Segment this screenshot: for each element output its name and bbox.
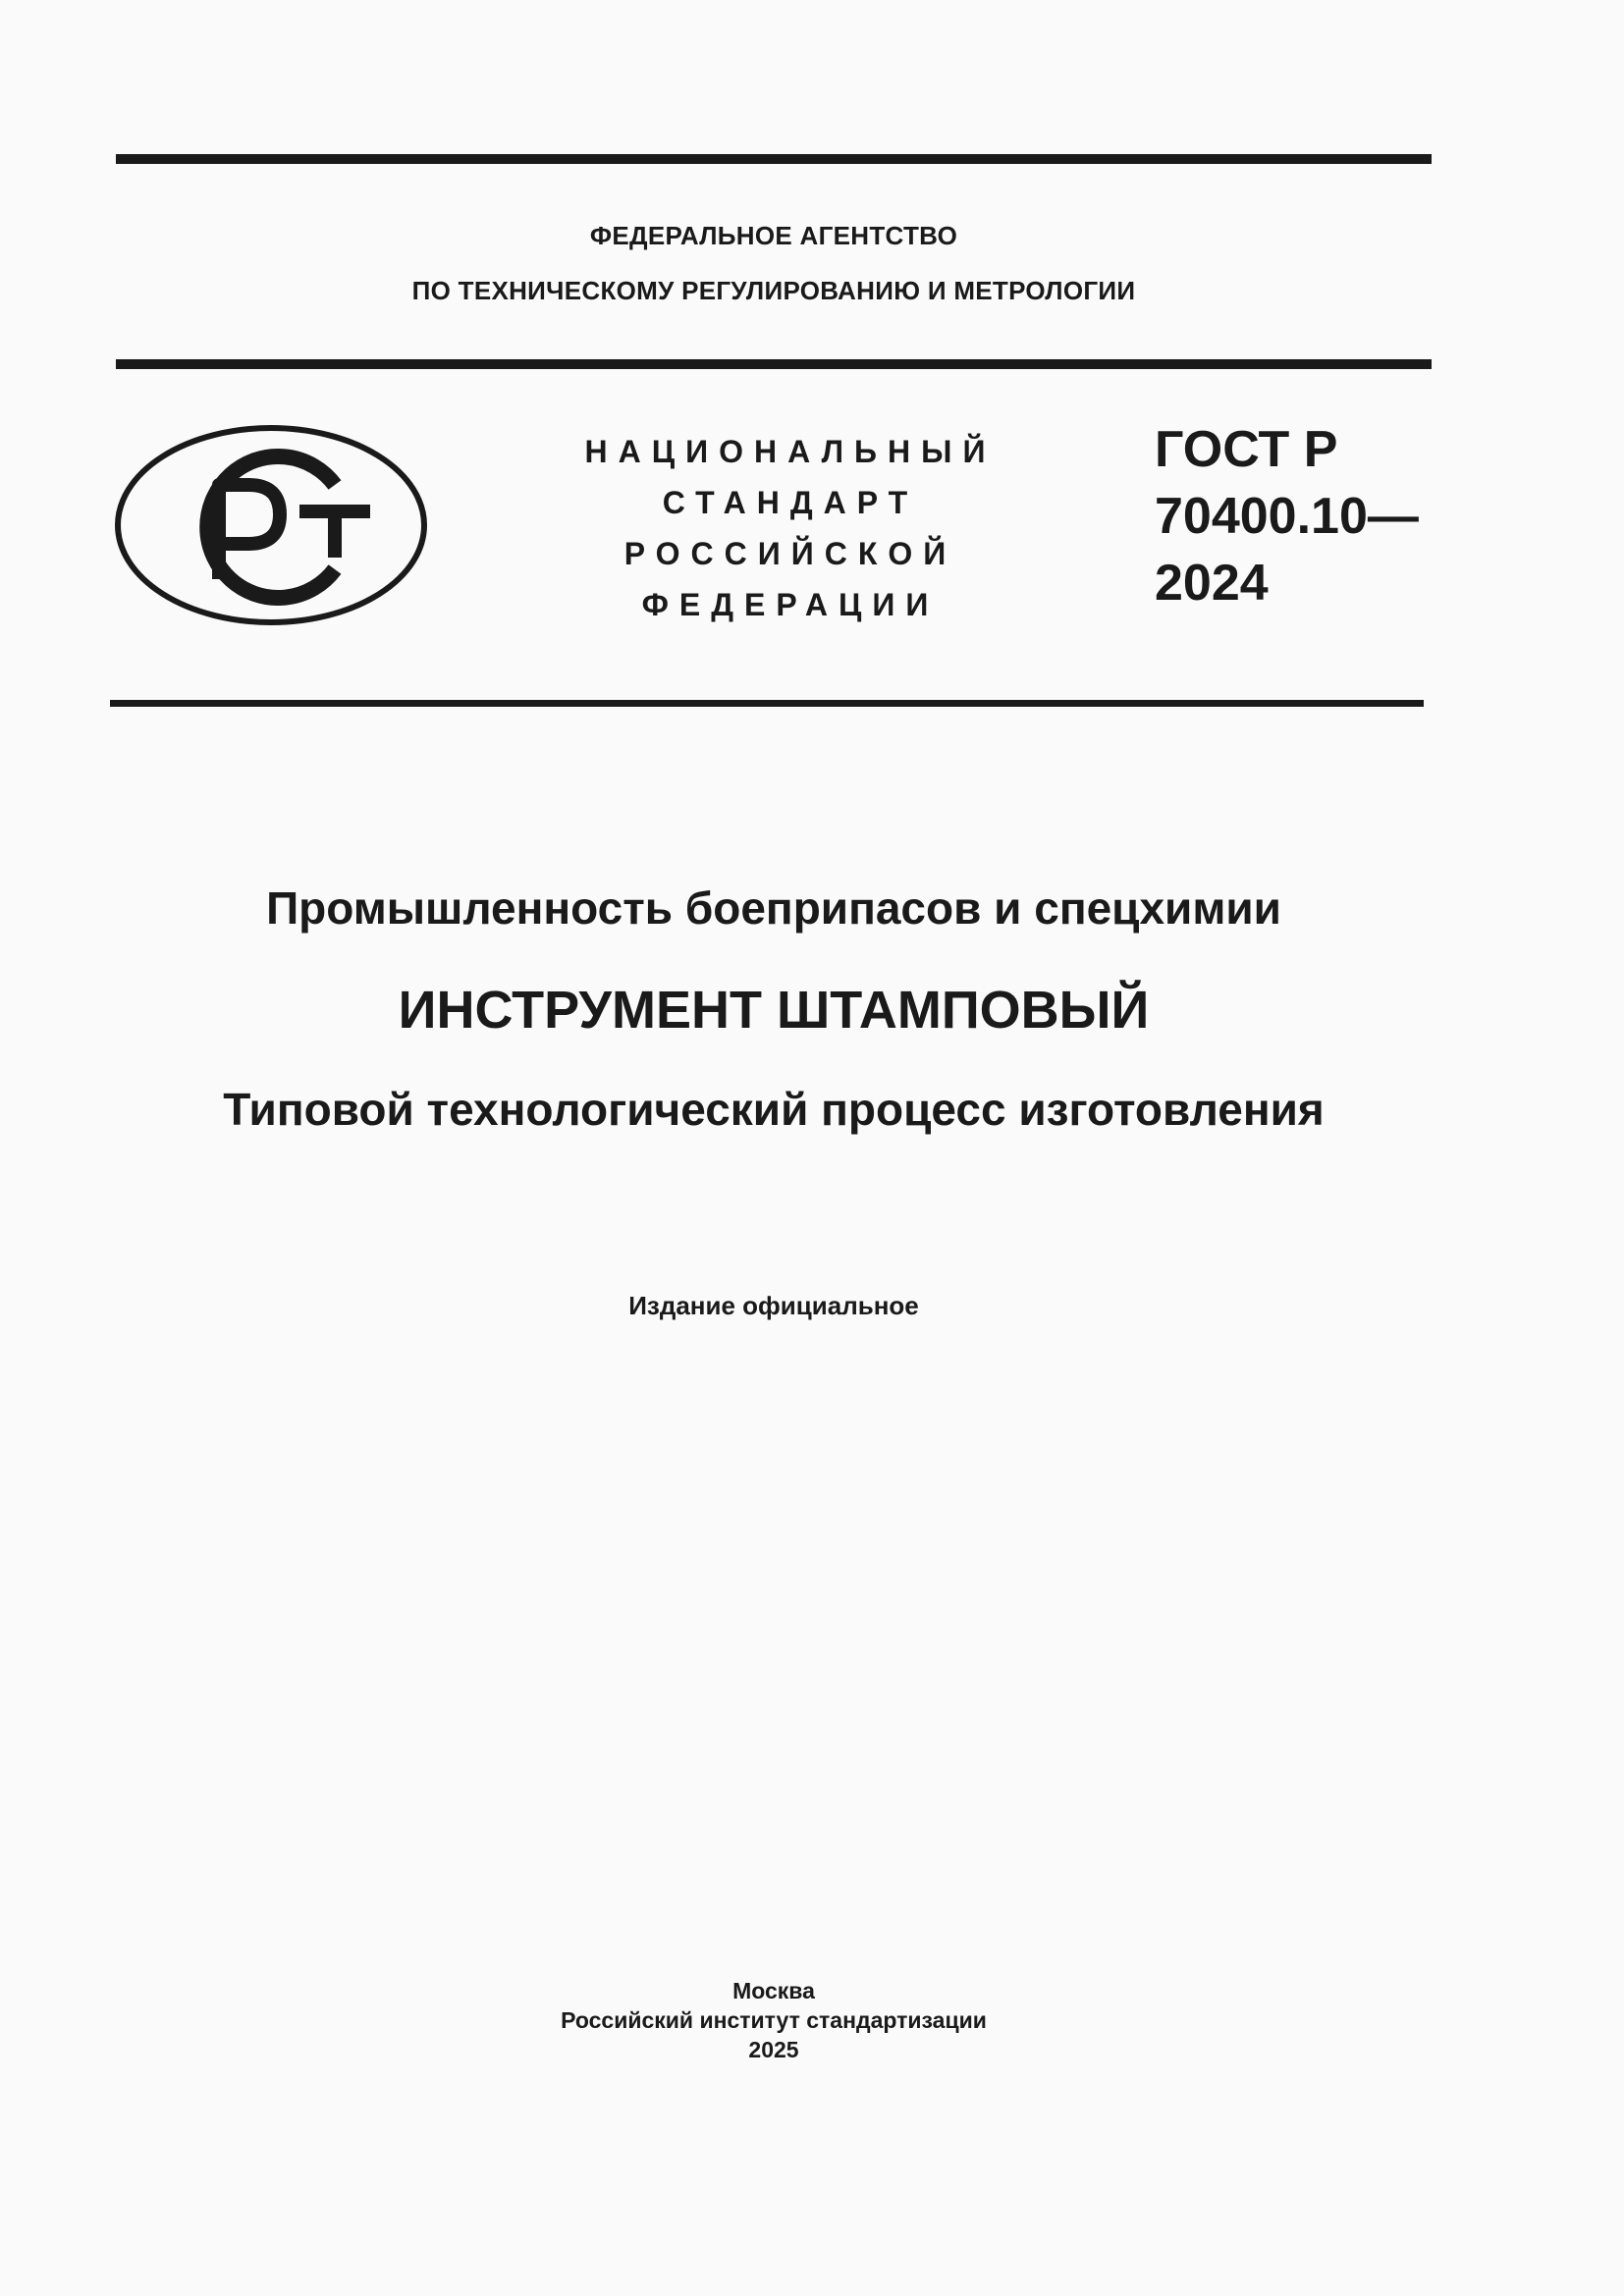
header-bottom-rule	[116, 359, 1432, 369]
national-standard-line-2: СТАНДАРТ	[662, 485, 919, 520]
main-title: ИНСТРУМЕНТ ШТАМПОВЫЙ	[398, 981, 1150, 1040]
top-rule	[116, 154, 1432, 164]
industry-title: Промышленность боеприпасов и спецхимии	[266, 882, 1281, 934]
agency-line-2: ПО ТЕХНИЧЕСКОМУ РЕГУЛИРОВАНИЮ И МЕТРОЛОГИИ	[411, 276, 1136, 305]
edition-label: Издание официальное	[628, 1291, 919, 1320]
designation-line-2: 70400.10—	[1155, 488, 1419, 545]
agency-line-1: ФЕДЕРАЛЬНОЕ АГЕНТСТВО	[589, 221, 958, 250]
national-standard-line-1: НАЦИОНАЛЬНЫЙ	[584, 434, 997, 469]
title-block-rule	[110, 700, 1424, 707]
designation-line-1: ГОСТ Р	[1155, 421, 1338, 478]
imprint-city: Москва	[732, 1978, 815, 2003]
rst-certification-mark-icon	[113, 424, 429, 626]
imprint-year: 2025	[748, 2037, 799, 2062]
imprint-publisher: Российский институт стандартизации	[561, 2007, 987, 2033]
national-standard-line-3: РОССИЙСКОЙ	[623, 536, 957, 571]
subtitle: Типовой технологический процесс изготовления	[223, 1084, 1325, 1135]
national-standard-line-4: ФЕДЕРАЦИИ	[641, 587, 940, 622]
designation-line-3: 2024	[1155, 555, 1269, 612]
